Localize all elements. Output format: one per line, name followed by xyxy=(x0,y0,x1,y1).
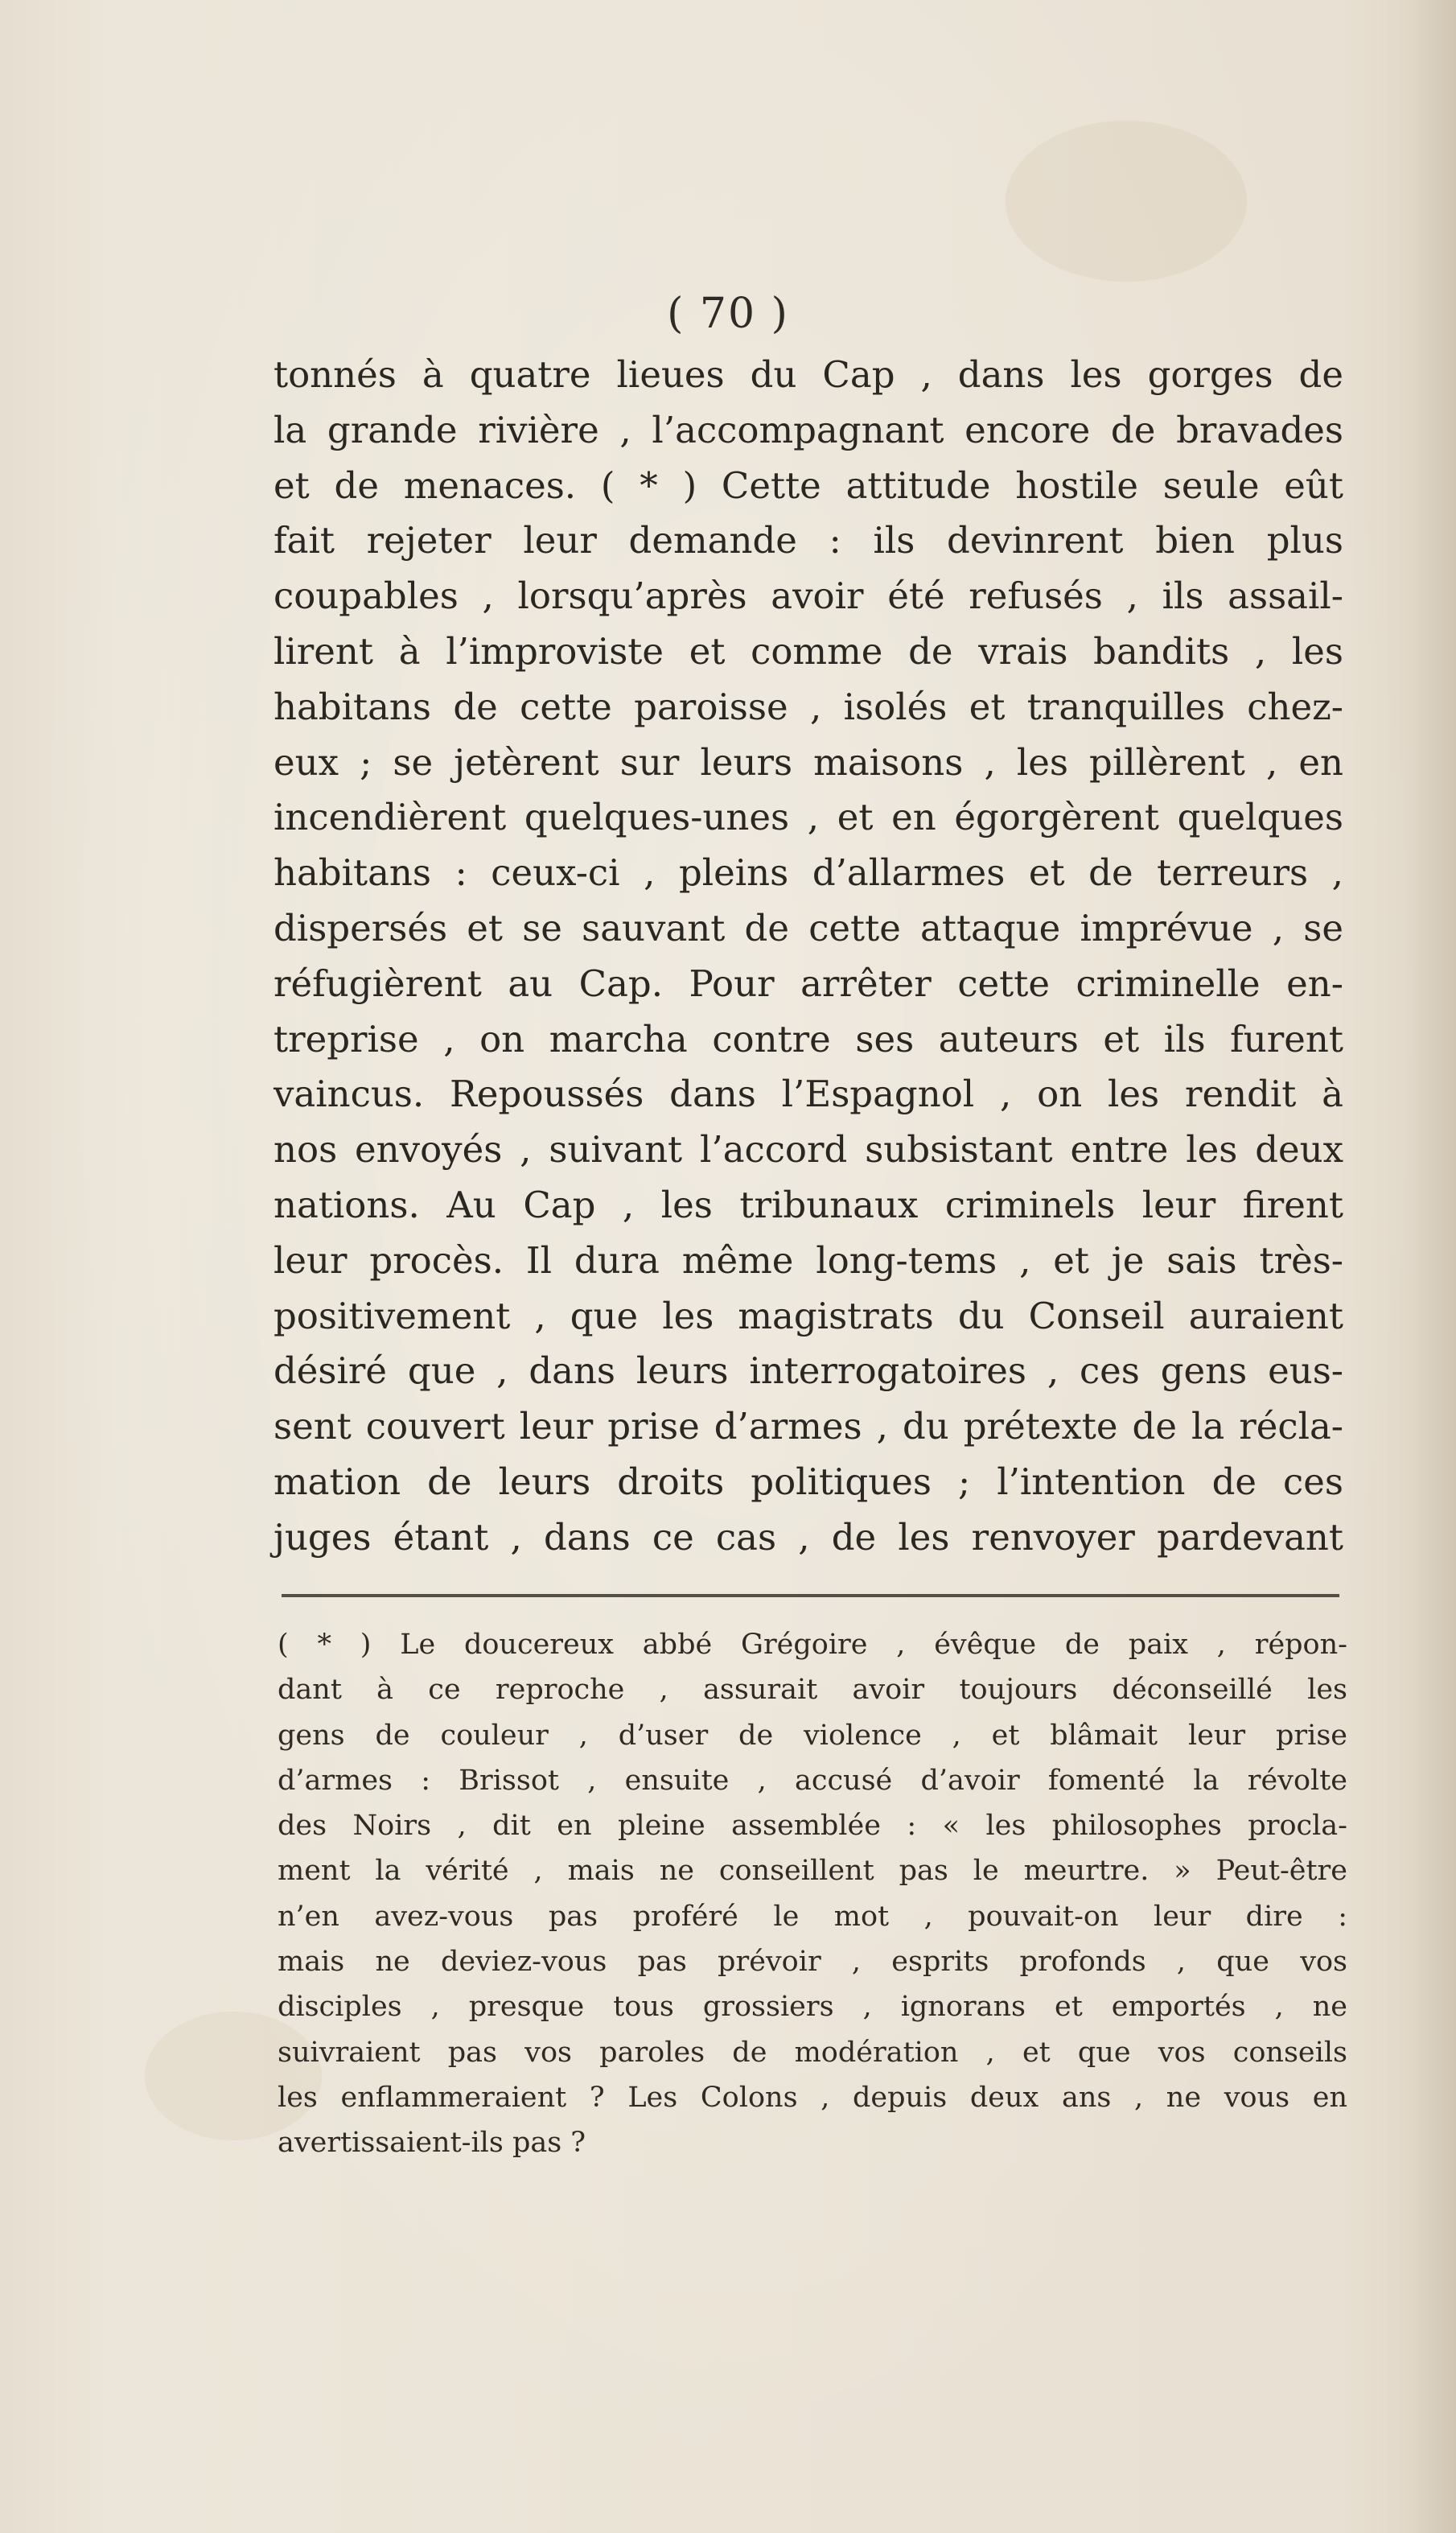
body-line: dispersés et se sauvant de cette attaque imprévue , se xyxy=(274,906,1343,949)
body-line: habitans : ceux-ci , pleins d’allarmes et de terreurs , xyxy=(274,851,1343,895)
body-line: coupables , lorsqu’après avoir été refusés , ils assail- xyxy=(274,575,1343,618)
footnote-line: dant à ce reproche , assurait avoir toujours déconseillé les xyxy=(278,1674,1347,1707)
body-line: fait rejeter leur demande : ils devinrent bien plus xyxy=(274,519,1343,562)
footnote-line: les enflammeraient ? Les Colons , depuis deux ans , ne vous en xyxy=(278,2081,1347,2114)
footnote-line: suivraient pas vos paroles de modération , et que vos conseils xyxy=(278,2036,1347,2069)
page-fold-shadow xyxy=(1408,0,1456,2533)
footnote-line: gens de couleur , d’user de violence , et blâmait leur prise xyxy=(278,1719,1347,1752)
body-line: vaincus. Repoussés dans l’Espagnol , on les rendit à xyxy=(274,1073,1343,1116)
body-line: désiré que , dans leurs interrogatoires , ces gens eus- xyxy=(274,1349,1343,1393)
paper-stain xyxy=(1006,121,1247,282)
body-line: réfugièrent au Cap. Pour arrêter cette criminelle en- xyxy=(274,962,1343,1005)
footnote-line: ment la vérité , mais ne conseillent pas le meurtre. » Peut-être xyxy=(278,1855,1347,1888)
body-line: la grande rivière , l’accompagnant encore de bravades xyxy=(274,408,1343,451)
body-line: mation de leurs droits politiques ; l’intention de ces xyxy=(274,1460,1343,1503)
body-line: positivement , que les magistrats du Conseil auraient xyxy=(274,1294,1343,1337)
footnote-line: disciples , presque tous grossiers , ignorans et emportés , ne xyxy=(278,1991,1347,2024)
body-line: tonnés à quatre lieues du Cap , dans les gorges de xyxy=(274,353,1343,396)
body-line: incendièrent quelques-unes , et en égorgèrent quelques xyxy=(274,796,1343,839)
body-line: lirent à l’improviste et comme de vrais bandits , les xyxy=(274,629,1343,673)
footnote-line: n’en avez-vous pas proféré le mot , pouvait-on leur dire : xyxy=(278,1900,1347,1933)
body-line: et de menaces. ( * ) Cette attitude hostile seule eût xyxy=(274,463,1343,507)
footnote-line: mais ne deviez-vous pas prévoir , esprits profonds , que vos xyxy=(278,1946,1347,1979)
body-line: juges étant , dans ce cas , de les renvoyer pardevant xyxy=(274,1515,1343,1559)
footnote-line: d’armes : Brissot , ensuite , accusé d’avoir fomenté la révolte xyxy=(278,1764,1347,1797)
footnote-line: des Noirs , dit en pleine assemblée : « les philosophes procla- xyxy=(278,1810,1347,1843)
body-line: treprise , on marcha contre ses auteurs et ils furent xyxy=(274,1017,1343,1061)
page-number: ( 70 ) xyxy=(667,290,789,338)
body-text xyxy=(274,348,1343,1566)
footnote-rule xyxy=(282,1594,1339,1597)
body-line: eux ; se jetèrent sur leurs maisons , les pillèrent , en xyxy=(274,740,1343,784)
footnote xyxy=(278,1622,1347,2166)
body-line: habitans de cette paroisse , isolés et tranquilles chez- xyxy=(274,685,1343,728)
footnote-line: ( * ) Le doucereux abbé Grégoire , évêque de paix , répon- xyxy=(278,1629,1347,1661)
body-line: sent couvert leur prise d’armes , du prétexte de la récla- xyxy=(274,1405,1343,1448)
footnote-line: avertissaient-ils pas ? xyxy=(278,2127,586,2160)
body-line: leur procès. Il dura même long-tems , et je sais très- xyxy=(274,1238,1343,1282)
body-line: nations. Au Cap , les tribunaux criminels leur firent xyxy=(274,1183,1343,1226)
body-line: nos envoyés , suivant l’accord subsistant entre les deux xyxy=(274,1128,1343,1172)
